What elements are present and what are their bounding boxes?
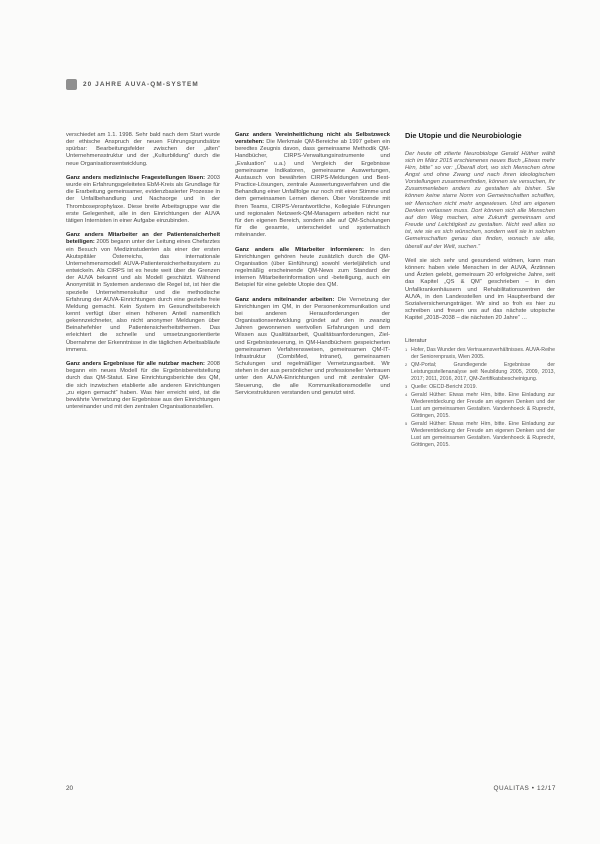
section-header-label: 20 JAHRE AUVA-QM-SYSTEM	[83, 81, 199, 88]
section-marker-icon	[66, 79, 77, 90]
paragraph: Ganz anders alle Mitarbeiter informieren: In den Einrichtungen gehören heute zusätzlich durch die QM-Organisation (über Einführung) sowohl vierteljährlich und regelmäßig erscheinende QM-News zum Standard der internen Mitarbeiterinformation und -beteiligung, auch ein Beispiel für eine gelebte Utopie des QM.	[235, 246, 390, 289]
paragraph: Ganz anders medizinische Fragestellungen lösen: 2003 wurde ein Erfahrungsgeleitetes EbM-Kreis als Grundlage für die Erarbeitung gemeinsamer, evidenzbasierter Prozesse in der Unfallbehandlung und Nachsorge und in der Thromboseprophylaxe. Diese breite Arbeitsgruppe war die erste Gelegenheit, alle in den Einrichtungen der AUVA tätigen Internisten in einer Aufgabe einzubinden.	[66, 174, 220, 224]
issue-label: QUALITAS • 12/17	[493, 785, 556, 792]
literature-item: 1 Hofer, Das Wunder des Vertrauensverhältnisses. AUVA-Reihe der Seniorenpraxis, Wien 2005.	[405, 347, 555, 361]
text-column-left	[66, 132, 220, 418]
section-title: Die Utopie und die Neurobiologie	[405, 131, 522, 140]
literature-list	[405, 347, 555, 449]
literature-heading: Literatur	[405, 338, 427, 345]
text-column-right	[405, 132, 555, 450]
page-number: 20	[66, 785, 74, 792]
text-column-middle	[235, 132, 390, 404]
section-header	[66, 79, 199, 90]
paragraph: Ganz anders Vereinheitlichung nicht als Selbstzweck verstehen: Die Merkmale QM-Bereiche ab 1997 geben ein beredtes Zeugnis davon, dass gemeinsame Methodik QM-Handbücher, CIRPS-Verwaltungsinstrumente und „Evaluation“ u.a.) und Vergleich der Ergebnisse gemeinsame Indikatoren, gemeinsame Auswertungen, Austausch von bewährten CIRPS-Meldungen und Best-Practice-Lösungen, zentrale Auswertungsverfahren und die Behandlung einer Unfallfolge nur noch mit einer Stimme und dem gemeinsamen Lernen dienen. Über Vorsitzende mit ihren Teams, CIRPS-Verantwortliche, Kollegiale Führungen und regionalen Netzwerk-QM-Managern arbeiten nicht nur für den eigenen Bereich, sondern alle auf QM-Schulungen für die gesamte, unterscheidet und systematisch miteinander.	[235, 132, 390, 239]
literature-item: 4 Gerald Hüther: Etwas mehr Hirn, bitte. Eine Einladung zur Wiederentdeckung der Freude am eigenen Denken und der Lust am gemeinsamen Gestalten. Vandenhoeck & Ruprecht, Göttingen, 2015.	[405, 392, 555, 420]
paragraph: Ganz anders Mitarbeiter an der Patientensicherheit beteiligen: 2005 begann unter der Leitung eines Chefarztes ein Besuch von Medizinstudenten als einer der ersten Akutspitäler Österreichs, das internationale Unternehmensmodell AUVA-Patientensicherheitssystem zu entwickeln. Als CIRPS ist es heute weit über die Grenzen der AUVA bekannt und als Modell geschätzt. Während Anonymität in Systemen anderswo die Regel ist, ist hier die spezielle Unternehmenskultur und die methodische Erfahrung der AUVA-Einrichtungen durch eine gezielte freie Meldung gemacht. Kein System im Gesundheitsbereich kennt verfügt über einen höheren Anteil namentlich gekennzeichneter, also nicht anonymer Meldungen über Beinahefehler und Patientensicherheitsthemen. Das erleichtert die schnelle und umsetzungsorientierte Übernahme der Erkenntnisse in die täglichen Arbeitsabläufe immens.	[66, 232, 220, 353]
quote-paragraph: Der heute oft zitierte Neurobiologe Gerald Hüther wählt sich im März 2015 erschienenes neues Buch „Etwas mehr Hirn, bitte“ so vor: „Überall dort, wo sich Menschen ohne Angst und ohne Zwang und nach ihren ideologischen Vorstellungen zusammenfinden, können sie versuchen, ihr Zusammenleben anders zu gestalten als bisher. Sie können keine starre Norm von Gemeinschaften schaffen, wir Menschen nicht mehr angewiesen. Und am eigenen Denken verlassen muss. Dort können sich alle Menschen auf den Weg machen, eine Zukunft gemeinsam und Freude und Leichtigkeit zu gestalten. Nicht weil alles so ist, wie sie es sich wünschen, sondern weil sie in solchen Gemeinschaften genau das finden, wonach sie alle, überall auf der Welt, suchen.“	[405, 150, 555, 250]
paragraph: Weil sie sich sehr und gesundend widmen, kann man können: haben viele Menschen in der AUVA, Ärztinnen und Ärzten gelebt, gemeinsam 20 erfolgreiche Jahre, seit das Kapitel „QS & QM“ geschrieben – in den Unfallkrankenhäusern und Rehabilitationszentren der AUVA, in den Landesstellen und im Hauptverband der Sozialversicherungsträger. Wir sind so froh es hier zu schreiben und freuen uns auf das nächste utopische Kapitel „2018–2038 – die nächsten 20 Jahre“ …	[405, 257, 555, 322]
literature-item: 2 QM-Portal; Grundlegende Ergebnisse der Leistungsstellenanalyse seit Neubildung 2005, 2009, 2013, 2017; 2011, 2016, 2017, QM-Zertifikatsbescheinigung.	[405, 362, 555, 383]
literature-item: 5 Gerald Hüther: Etwas mehr Hirn, bitte. Eine Einladung zur Wiederentdeckung der Freude am eigenen Denken und der Lust am gemeinsamen Gestalten. Vandenhoeck & Ruprecht, Göttingen, 2015.	[405, 421, 555, 449]
paragraph: verschiedet am 1.1. 1998. Sehr bald nach dem Start wurde der ethische Anspruch der neuen Führungsgrundsätze spürbar: Bearbeitungsfelder zwischen der „alten“ Unternehmensstruktur und der „Kulturbildung“ durch die neue Organisationsentwicklung.	[66, 132, 220, 167]
paragraph: Ganz anders Ergebnisse für alle nutzbar machen: 2008 begann ein neues Modell für die Ergebnisbereitstellung durch das QM-Statut. Eine Einrichtungsberichte des QM, die sich inzwischen etablierte alle anderen Einrichtungen „zu eigen gemacht“ haben. Was hier erreicht wird, ist die bewährte Vernetzung der Ergebnisse aus den Einrichtungen untereinander und mit den zentralen Organisationsstellen.	[66, 361, 220, 411]
literature-item: 3 Quelle: OECD-Bericht 2019.	[405, 384, 477, 391]
paragraph: Ganz anders miteinander arbeiten: Die Vernetzung der Einrichtungen im QM, in der Personenkommunikation und bei anderen Herausforderungen der Organisationsentwicklung gründet auf den in zwanzig Jahren gewonnenen wertvollen Erfahrungen und dem Wissen aus Qualitätsarbeit, Qualitätsanforderungen, Ziel- und Ergebnissteuerung, in QM-Handbüchern gespeicherten gemeinsamen Verfahrensweisen, gemeinsamen QM-IT-Infrastruktur (CombiMed, Intranet), gemeinsamen Schulungen und regelmäßiger Vernetzungsarbeit. Wir stehen in der aus persönlicher und professioneller Vertrauen unter den AUVA-Einrichtungen und mit zentraler QM-Steuerung, die alle Kommunikationsmodelle und Servicestrukturen verstanden und genutzt wird.	[235, 296, 390, 396]
